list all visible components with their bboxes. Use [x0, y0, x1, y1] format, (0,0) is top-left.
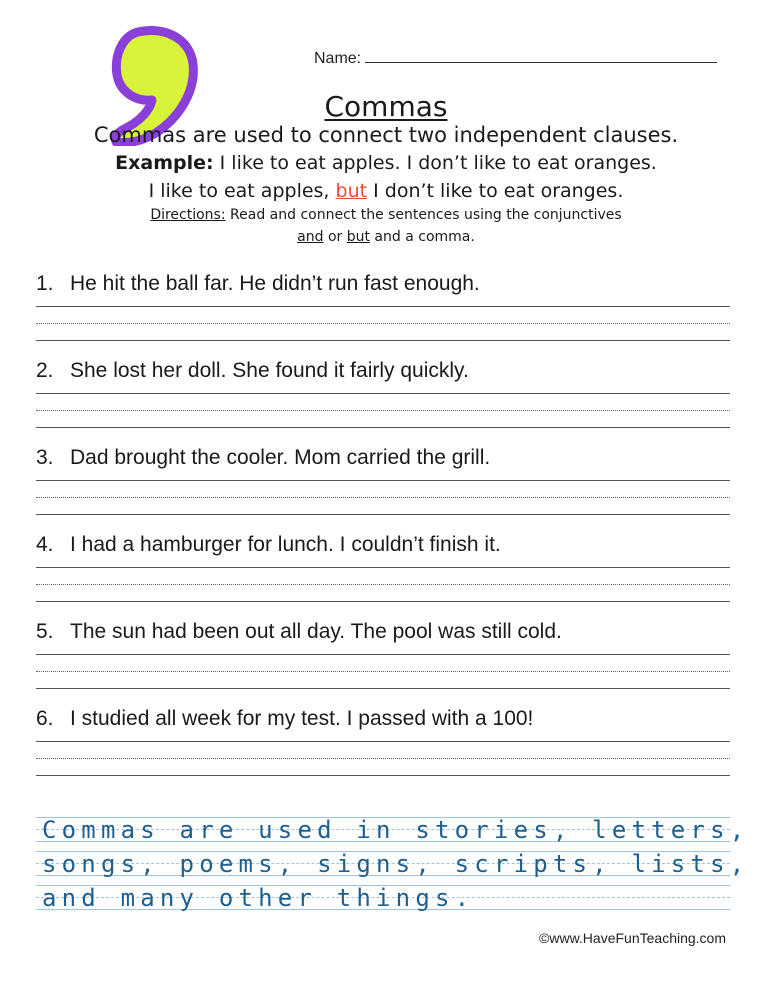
writing-line-mid [36, 758, 730, 759]
directions-or: or [323, 229, 347, 245]
question-text [36, 620, 562, 644]
name-label: Name: [314, 50, 362, 67]
question-number: 5. [36, 620, 54, 643]
copyright-footer: ©www.HaveFunTeaching.com [539, 930, 726, 946]
page-title: Commas [324, 90, 448, 123]
subtitle: Commas are used to connect two independent clauses. [93, 123, 679, 147]
handwriting-text: songs, poems, signs, scripts, lists, [42, 850, 750, 878]
question-sentence: I had a hamburger for lunch. I couldn’t finish it. [70, 533, 501, 556]
name-underline [365, 48, 717, 63]
question-3 [36, 446, 730, 526]
question-sentence: He hit the ball far. He didn’t run fast enough. [70, 272, 480, 295]
name-field[interactable] [314, 48, 717, 68]
writing-line-bottom [36, 775, 730, 776]
question-sentence: I studied all week for my test. I passed with a 100! [70, 707, 534, 730]
directions-line-2 [0, 229, 772, 245]
question-2 [36, 359, 730, 439]
example-label: Example: [115, 152, 214, 174]
writing-line-top[interactable] [36, 393, 730, 394]
question-text [36, 707, 533, 731]
example-text: I like to eat apples. I don’t like to eat oranges. [213, 152, 657, 174]
writing-line-bottom [36, 688, 730, 689]
question-6 [36, 707, 730, 787]
question-sentence: The sun had been out all day. The pool was still cold. [70, 620, 562, 643]
question-number: 6. [36, 707, 54, 730]
writing-line-bottom [36, 601, 730, 602]
question-text [36, 272, 480, 296]
combined-example [0, 180, 772, 202]
writing-line-mid [36, 323, 730, 324]
example-line [0, 152, 772, 174]
writing-line-bottom [36, 340, 730, 341]
handwriting-practice [36, 814, 750, 914]
combined-before: I like to eat apples, [148, 180, 336, 202]
question-number: 4. [36, 533, 54, 556]
question-number: 1. [36, 272, 54, 295]
question-4 [36, 533, 730, 613]
question-5 [36, 620, 730, 700]
handwriting-line [36, 848, 750, 878]
writing-line-top[interactable] [36, 741, 730, 742]
conjunction-highlight: but [335, 180, 368, 202]
writing-line-bottom [36, 514, 730, 515]
question-sentence: She lost her doll. She found it fairly quickly. [70, 359, 469, 382]
question-text [36, 446, 490, 470]
writing-line-top[interactable] [36, 480, 730, 481]
writing-line-top[interactable] [36, 654, 730, 655]
directions-text: Read and connect the sentences using the conjunctives [225, 207, 622, 223]
directions-and: and [297, 229, 324, 245]
question-1 [36, 272, 730, 352]
question-number: 3. [36, 446, 54, 469]
question-text [36, 359, 469, 383]
handwriting-line [36, 882, 730, 912]
handwriting-line [36, 814, 750, 844]
writing-line-top[interactable] [36, 306, 730, 307]
question-number: 2. [36, 359, 54, 382]
directions-label: Directions: [150, 207, 226, 223]
writing-line-mid [36, 410, 730, 411]
writing-line-top[interactable] [36, 567, 730, 568]
writing-line-bottom [36, 427, 730, 428]
directions-tail: and a comma. [369, 229, 475, 245]
combined-after: I don’t like to eat oranges. [367, 180, 624, 202]
writing-line-mid [36, 584, 730, 585]
handwriting-text: Commas are used in stories, letters, [42, 816, 750, 844]
directions-line-1 [0, 207, 772, 223]
writing-line-mid [36, 671, 730, 672]
directions-but: but [346, 229, 370, 245]
writing-line-mid [36, 497, 730, 498]
question-text [36, 533, 501, 557]
question-sentence: Dad brought the cooler. Mom carried the grill. [70, 446, 491, 469]
handwriting-text: and many other things. [42, 884, 475, 912]
